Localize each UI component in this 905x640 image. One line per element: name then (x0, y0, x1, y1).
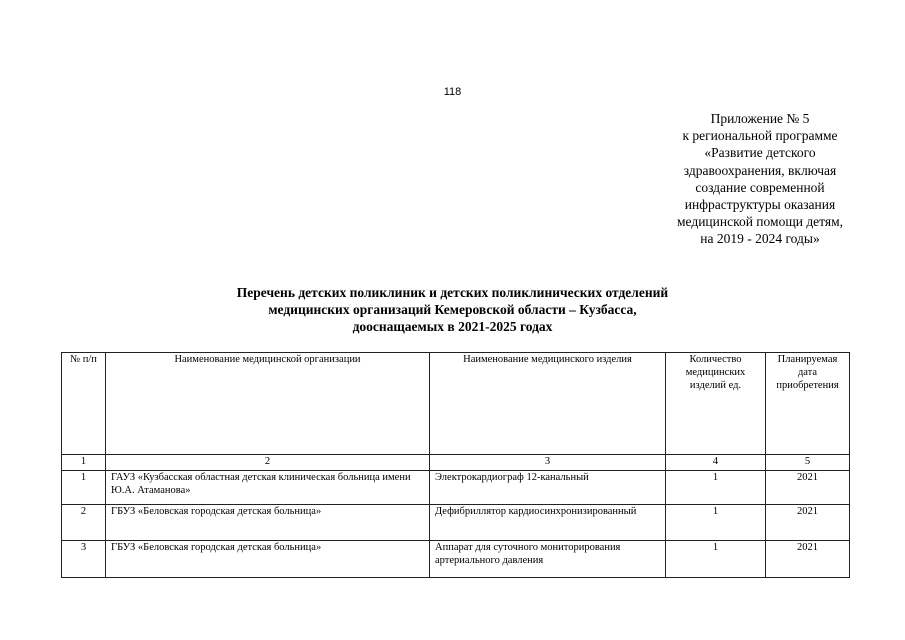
appendix-line: здравоохранения, включая (683, 162, 837, 178)
table-row (62, 471, 850, 505)
column-number-row (62, 455, 850, 471)
title-line: Перечень детских поликлиник и детских поликлинических отделений (236, 285, 669, 300)
column-number: 2 (106, 455, 430, 471)
table-row (62, 541, 850, 578)
row-device: Аппарат для суточного мониторирования артериального давления (430, 541, 666, 578)
row-org: ГАУЗ «Кузбасская областная детская клиническая больница имени Ю.А. Атаманова» (106, 471, 430, 505)
row-org: ГБУЗ «Беловская городская детская больница» (106, 541, 430, 578)
row-org: ГБУЗ «Беловская городская детская больница» (106, 505, 430, 541)
appendix-line: Приложение № 5 (710, 111, 810, 126)
appendix-line: создание современной (695, 179, 825, 195)
column-number: 3 (430, 455, 666, 471)
column-number: 4 (666, 455, 766, 471)
document-title (0, 284, 905, 335)
appendix-note (640, 110, 880, 248)
row-qty: 1 (666, 471, 766, 505)
table-header-row (62, 353, 850, 455)
header-num: № п/п (62, 353, 106, 455)
row-qty: 1 (666, 541, 766, 578)
title-line: медицинских организаций Кемеровской области – Кузбасса, (268, 302, 637, 317)
table-row (62, 505, 850, 541)
header-date: Планируемая дата приобретения (766, 353, 850, 455)
row-qty: 1 (666, 505, 766, 541)
equipment-table (61, 352, 850, 578)
page-number: 118 (443, 86, 462, 98)
row-device: Электрокардиограф 12-канальный (430, 471, 666, 505)
row-date: 2021 (766, 471, 850, 505)
row-num: 3 (62, 541, 106, 578)
row-date: 2021 (766, 505, 850, 541)
row-num: 2 (62, 505, 106, 541)
appendix-line: на 2019 - 2024 годы» (700, 231, 820, 247)
appendix-line: «Развитие детского (704, 145, 816, 161)
appendix-line: инфраструктуры оказания (684, 197, 836, 213)
row-date: 2021 (766, 541, 850, 578)
appendix-line: медицинской помощи детям, (676, 214, 844, 230)
row-device: Дефибриллятор кардиосинхронизированный (430, 505, 666, 541)
header-device: Наименование медицинского изделия (430, 353, 666, 455)
column-number: 1 (62, 455, 106, 471)
header-org: Наименование медицинской организации (106, 353, 430, 455)
header-qty: Количество медицинских изделий ед. (666, 353, 766, 455)
row-num: 1 (62, 471, 106, 505)
title-line: дооснащаемых в 2021-2025 годах (352, 319, 553, 334)
appendix-line: к региональной программе (682, 128, 838, 144)
column-number: 5 (766, 455, 850, 471)
